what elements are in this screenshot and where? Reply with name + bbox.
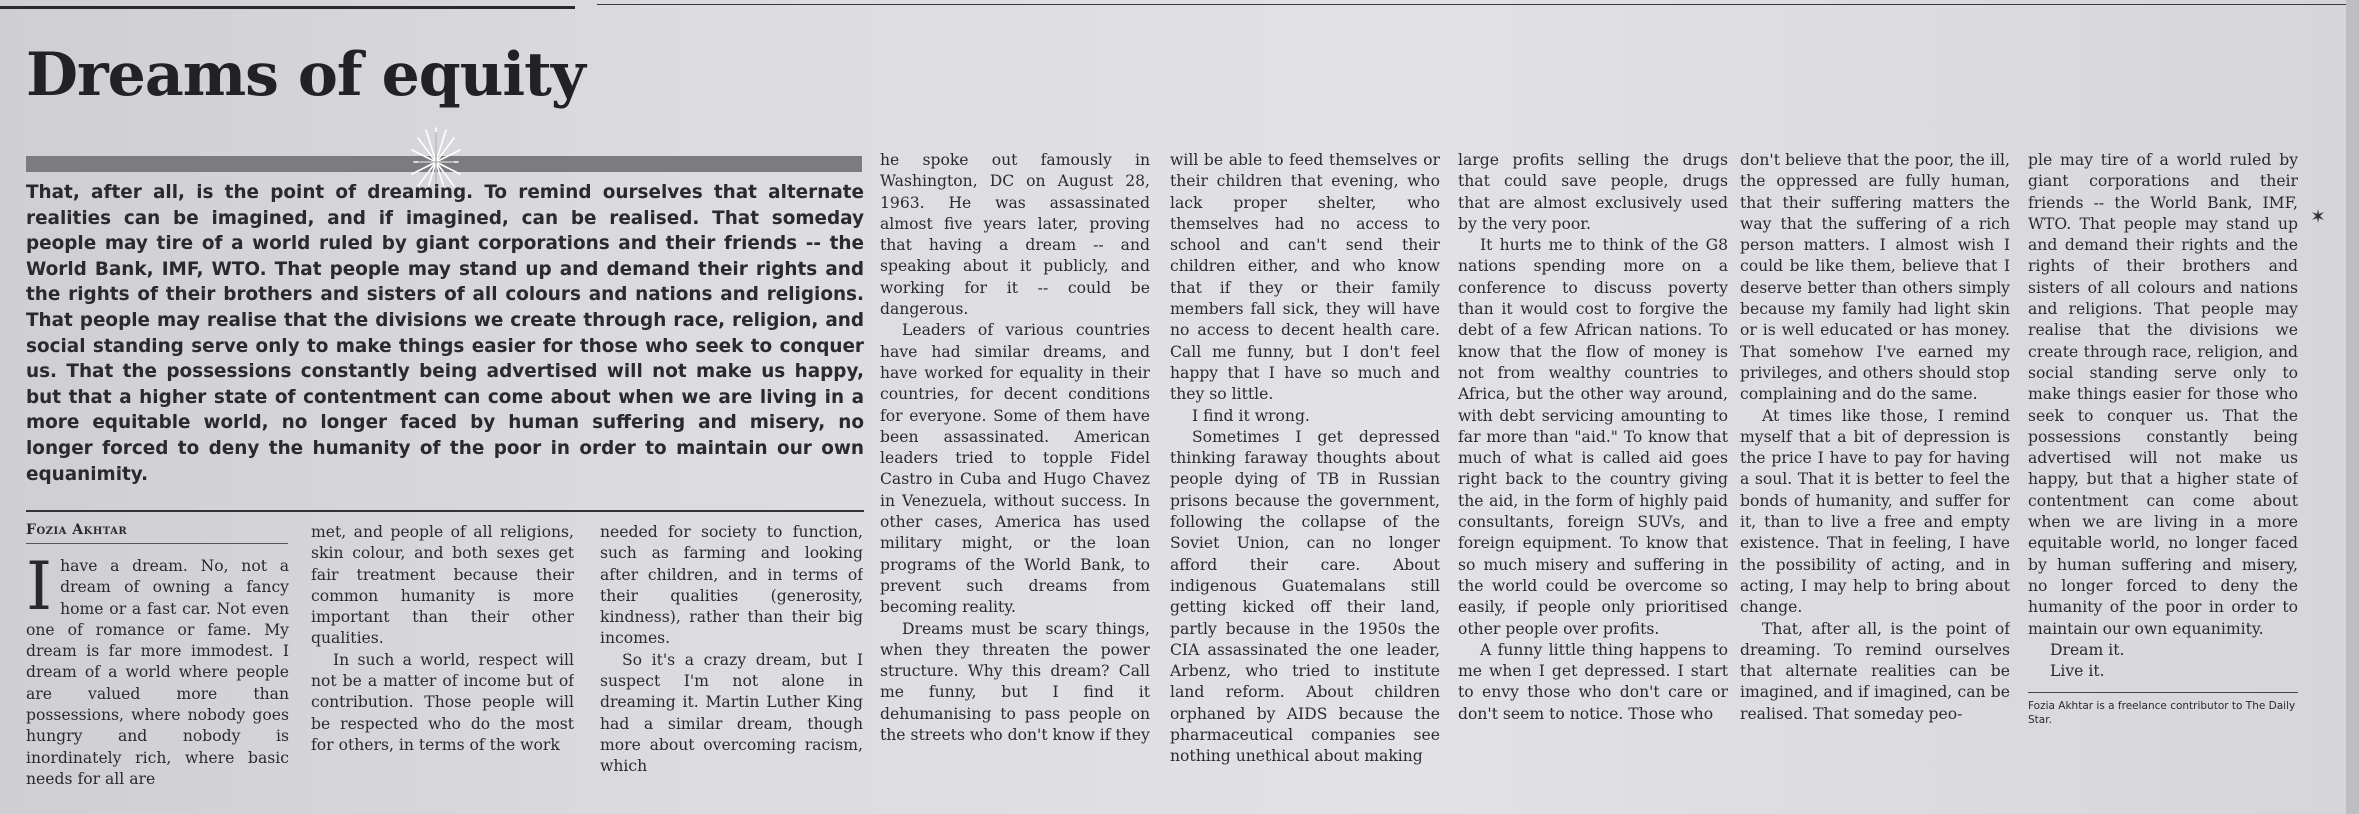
article-headline: Dreams of equity (26, 40, 585, 110)
body-paragraph: ple may tire of a world ruled by giant corporations and their friends -- the World Bank, IMF, WTO. That people may stand up and demand their rights and the rights of their brothers and sisters of all colours and nations and religions. That people may realise that the divisions we create through race, religion, and social standing serve only to make things easier for those who seek to conquer us. That the possessions constantly being advertised will not make us happy, but that a higher state of contentment can come about when we are living in a more equitable world, no longer faced by human suffering and misery, no longer forced to deny the humanity of the poor in order to maintain our own equanimity. (2028, 151, 2298, 638)
body-paragraph: It hurts me to think of the G8 nations spending more on a conference to discuss poverty than it would cost to forgive the debt of a few African nations. To know that the flow of money is not from wealthy countries to Africa, but the other way around, with debt servicing amounting to far more than "aid." To know that much of what is called aid goes right back to the country giving the aid, in the form of highly paid consultants, foreign SUVs, and foreign equipment. To know that so much misery and suffering in the world could be overcome so easily, if people only prioritised other people over profits. (1458, 236, 1728, 638)
body-paragraph: In such a world, respect will not be a matter of income but of contribution. Those people will be respected who do the most for others, in terms of the work (311, 650, 574, 754)
column-4 (880, 150, 1150, 804)
author-bio: Fozia Akhtar is a freelance contributor to The Daily Star. (2028, 700, 2296, 727)
body-paragraph: large profits selling the drugs that could save people, drugs that are almost exclusively used by the very poor. (1458, 151, 1728, 233)
deck-bottom-rule (26, 510, 864, 512)
body-paragraph: he spoke out famously in Washington, DC on August 28, 1963. He was assassinated almost five years later, proving that having a dream -- and speaking about it publicly, and working for it -- could be dangerous. (880, 151, 1150, 319)
column-3 (600, 522, 863, 804)
body-paragraph: So it's a crazy dream, but I suspect I'm not alone in dreaming it. Martin Luther King had a similar dream, though more about overcoming racism, which (600, 650, 863, 776)
closing-line: Dream it. (2050, 640, 2125, 659)
column-6 (1458, 150, 1728, 804)
column-1 (26, 556, 289, 804)
body-paragraph: met, and people of all religions, skin colour, and both sexes get fair treatment because their common humanity is more important than their other qualities. (311, 523, 574, 648)
closing-line: Live it. (2050, 662, 2105, 681)
body-paragraph: That, after all, is the point of dreaming. To remind ourselves that alternate realities can be imagined, and if imagined, can be realised. That someday peo- (1740, 619, 2010, 723)
body-paragraph: Ihave a dream. No, not a dream of owning a fancy home or a fast car. Not even one of romance or fame. My dream is far more immodest. I dream of a world where people are valued more than possessions, where nobody goes hungry and nobody is inordinately rich, where basic needs for all are (26, 556, 289, 788)
column-5 (1170, 150, 1440, 804)
byline: Fozia Akhtar (26, 522, 128, 538)
byline-rule (26, 543, 288, 544)
body-paragraph: Leaders of various countries have had similar dreams, and have worked for equality in their countries, for decent conditions for everyone. Some of them have been assassinated. American leaders tried to topple Fidel Castro in Cuba and Hugo Chavez in Venezuela, without success. In other cases, America has used military might, or the loan programs of the World Bank, to prevent such dreams from becoming reality. (880, 321, 1150, 617)
article-deck: That, after all, is the point of dreaming. To remind ourselves that alternate realities can be imagined, and if imagined, can be realised. That someday people may tire of a world ruled by giant corporations and their friends -- the World Bank, IMF, WTO. That people may stand up and demand their rights and the rights of their brothers and sisters of all colours and nations and religions. That people may realise that the divisions we create through race, religion, and social standing serve only to make things easier for those who seek to conquer us. That the possessions constantly being advertised will not make us happy, but that a higher state of contentment can come about when we are living in a more equitable world, no longer faced by human suffering and misery, no longer forced to deny the humanity of the poor in order to maintain our own equanimity. (26, 182, 864, 485)
body-paragraph: needed for society to function, such as farming and looking after children, and in terms of their qualities (generosity, kindness), rather than their big incomes. (600, 523, 863, 648)
body-paragraph: Dreams must be scary things, when they threaten the power structure. Why this dream? Call me funny, but I find it dehumanising to pass people on the streets who don't know if they (880, 619, 1150, 745)
page-edge (2346, 0, 2359, 814)
column-2 (311, 522, 574, 804)
body-paragraph: At times like those, I remind myself that a bit of depression is the price I have to pay for having a soul. That it is better to feel the bonds of humanity, and suffer for it, than to live a free and empty existence. That in feeling, I have the possibility of acting, and in acting, I may help to bring about change. (1740, 406, 2010, 617)
asterisk-mark-icon (2310, 208, 2326, 224)
body-paragraph: will be able to feed themselves or their children that evening, who lack proper shelter, who themselves had no access to school and can't send their children either, and who know that if they or their family members fall sick, they will have no access to decent health care. Call me funny, but I don't feel happy that I have so much and they so little. (1170, 151, 1440, 404)
drop-cap: I (26, 556, 53, 625)
body-paragraph: I find it wrong. (1192, 406, 1310, 425)
bio-rule (2028, 692, 2298, 693)
column-8 (2028, 150, 2298, 804)
top-rule (597, 0, 2359, 5)
body-paragraph: don't believe that the poor, the ill, the oppressed are fully human, that their suffering matters the way that the suffering of a rich person matters. I almost wish I could be like them, believe that I deserve better than others simply because my family had light skin or is well educated or has money. That somehow I've earned my privileges, and others should stop complaining and do the same. (1740, 151, 2010, 404)
body-paragraph: Sometimes I get depressed thinking faraway thoughts about people dying of TB in Russian prisons because the government, following the collapse of the Soviet Union, can no longer afford their care. About indigenous Guatemalans still getting kicked off their land, partly because in the 1950s the CIA assassinated the one leader, Arbenz, who tried to institute land reform. About children orphaned by AIDS because the pharmaceutical companies see nothing unethical about making (1170, 427, 1440, 766)
top-rule (0, 0, 575, 9)
column-7 (1740, 150, 2010, 804)
body-paragraph: A funny little thing happens to me when I get depressed. I start to envy those who don't care or don't seem to notice. Those who (1458, 640, 1728, 723)
